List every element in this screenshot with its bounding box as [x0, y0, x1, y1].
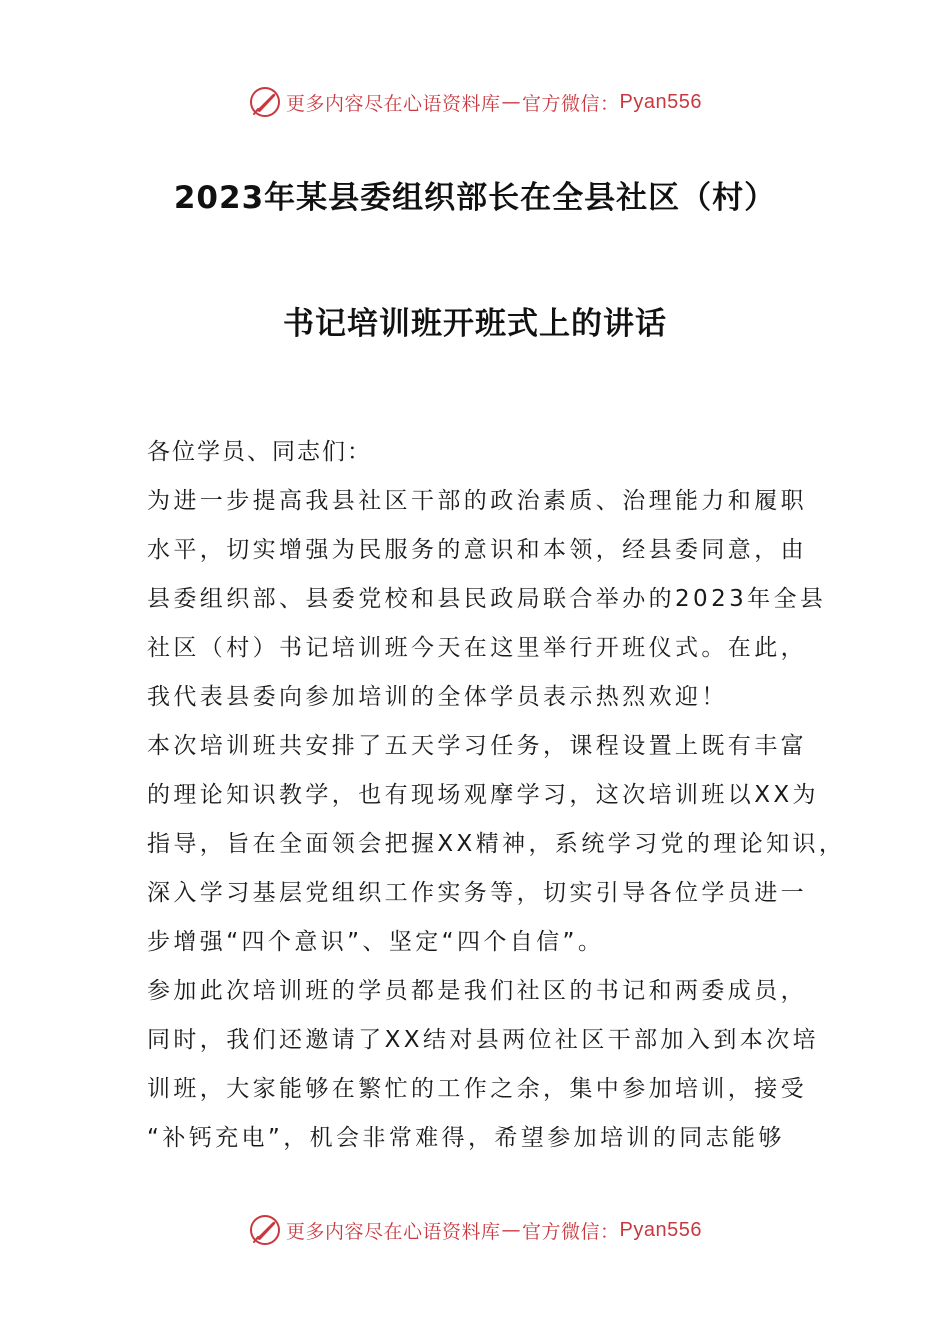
salutation: 各位学员、同志们： — [147, 439, 372, 465]
quill-logo-icon — [248, 85, 282, 119]
watermark-label: 官方微信： — [522, 92, 620, 115]
watermark-wechat-id: Pyan556 — [619, 90, 702, 113]
body-line: 参加此次培训班的学员都是我们社区的书记和两委成员， — [147, 978, 807, 1004]
body-line: 同时，我们还邀请了XX结对县两位社区干部加入到本次培 — [147, 1027, 819, 1053]
header-watermark — [0, 82, 950, 122]
watermark-separator: — — [501, 91, 522, 113]
body-line: “补钙充电”，机会非常难得，希望参加培训的同志能够 — [147, 1125, 785, 1151]
body-line: 水平，切实增强为民服务的意识和本领，经县委同意，由 — [147, 537, 807, 563]
quill-logo-icon — [248, 1213, 282, 1247]
body-line: 社区（村）书记培训班今天在这里举行开班仪式。在此， — [147, 635, 807, 661]
document-body — [147, 428, 846, 1163]
body-line: 指导，旨在全面领会把握XX精神，系统学习党的理论知识， — [147, 831, 846, 857]
body-line: 的理论知识教学，也有现场观摩学习，这次培训班以XX为 — [147, 782, 819, 808]
watermark-label: 官方微信： — [522, 1220, 620, 1243]
watermark-main-text: 更多内容尽在心语资料库 — [286, 1220, 501, 1243]
document-title-line1: 2023年某县委组织部长在全县社区（村） — [173, 180, 777, 216]
body-line: 我代表县委向参加培训的全体学员表示热烈欢迎！ — [147, 684, 728, 710]
body-line: 本次培训班共安排了五天学习任务，课程设置上既有丰富 — [147, 733, 807, 759]
body-line: 训班，大家能够在繁忙的工作之余，集中参加培训，接受 — [147, 1076, 807, 1102]
body-line: 步增强“四个意识”、坚定“四个自信”。 — [147, 929, 605, 955]
watermark-wechat-id: Pyan556 — [619, 1218, 702, 1241]
document-title-line2: 书记培训班开班式上的讲话 — [283, 306, 667, 342]
footer-watermark — [0, 1210, 950, 1250]
watermark-separator: — — [501, 1219, 522, 1241]
watermark-main-text: 更多内容尽在心语资料库 — [286, 92, 501, 115]
body-line: 县委组织部、县委党校和县民政局联合举办的2023年全县 — [147, 586, 827, 612]
body-line: 深入学习基层党组织工作实务等，切实引导各位学员进一 — [147, 880, 807, 906]
body-line: 为进一步提高我县社区干部的政治素质、治理能力和履职 — [147, 488, 807, 514]
